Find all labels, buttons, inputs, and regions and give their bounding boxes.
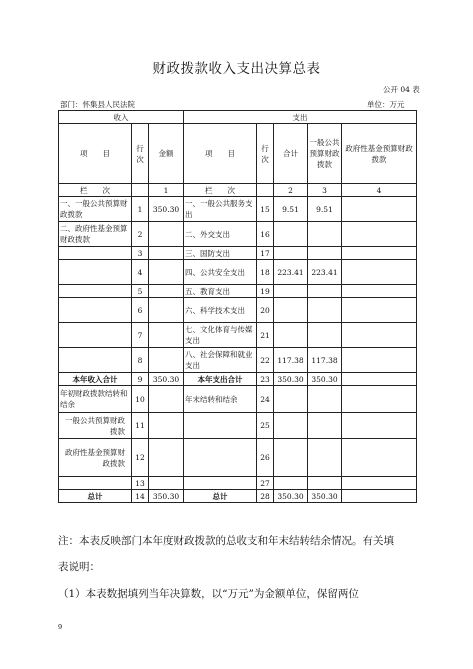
table-row	[59, 323, 417, 348]
expense-gov-fund-cell	[342, 285, 417, 298]
column-index-1: 1	[149, 184, 184, 197]
income-item-cell: 一般公共预算财政拨款	[59, 413, 132, 439]
general-budget-header: 一般公共预算财政拨款	[308, 124, 342, 184]
income-amount-cell	[149, 298, 184, 323]
expense-item-header: 项 目	[184, 124, 257, 184]
income-row-no-cell: 9	[132, 373, 149, 386]
expense-general-budget-cell: 223.41	[308, 260, 342, 285]
income-amount-cell	[149, 439, 184, 477]
income-amount-cell	[149, 386, 184, 413]
income-row-no-cell: 2	[132, 222, 149, 247]
expense-row-no-cell: 23	[257, 373, 274, 386]
expense-row-no-cell: 28	[257, 490, 274, 503]
expense-total-cell	[274, 386, 308, 413]
income-item-cell: 二、政府性基金预算财政拨款	[59, 222, 132, 247]
income-item-cell: 本年收入合计	[59, 373, 132, 386]
department-label: 部门：怀集县人民法院	[60, 100, 135, 109]
expense-gov-fund-cell	[342, 386, 417, 413]
income-row-no-cell: 4	[132, 260, 149, 285]
expense-gov-fund-cell	[342, 439, 417, 477]
expense-total-cell: 117.38	[274, 348, 308, 373]
income-row-no-cell: 13	[132, 477, 149, 490]
expense-gov-fund-cell	[342, 348, 417, 373]
expense-total-cell	[274, 439, 308, 477]
expense-item-cell: 总计	[184, 490, 257, 503]
page-number: 9	[58, 623, 63, 631]
expense-gov-fund-cell	[342, 490, 417, 503]
income-amount-cell	[149, 285, 184, 298]
expense-total-cell: 350.30	[274, 373, 308, 386]
expense-item-cell	[184, 439, 257, 477]
income-amount-cell: 350.30	[149, 373, 184, 386]
expense-general-budget-cell	[308, 222, 342, 247]
expense-item-cell: 本年支出合计	[184, 373, 257, 386]
income-row-no-cell: 5	[132, 285, 149, 298]
income-amount-cell	[149, 323, 184, 348]
table-row	[59, 439, 417, 477]
expense-general-budget-cell	[308, 477, 342, 490]
income-item-cell	[59, 477, 132, 490]
column-index-label-2: 栏 次	[184, 184, 257, 197]
income-amount-cell	[149, 477, 184, 490]
page-title: 财政拨款收入支出决算总表	[152, 61, 321, 77]
expense-general-budget-cell: 350.30	[308, 490, 342, 503]
expense-gov-fund-cell	[342, 197, 417, 222]
income-item-cell: 总计	[59, 490, 132, 503]
expense-gov-fund-cell	[342, 477, 417, 490]
expense-general-budget-cell	[308, 413, 342, 439]
table-row	[59, 477, 417, 490]
income-item-cell	[59, 285, 132, 298]
income-row-no-cell: 7	[132, 323, 149, 348]
table-row	[59, 260, 417, 285]
income-row-no-cell: 14	[132, 490, 149, 503]
income-item-cell	[59, 247, 132, 260]
income-row-no-header: 行次	[132, 124, 149, 184]
expense-row-no-cell: 18	[257, 260, 274, 285]
expense-row-no-cell: 26	[257, 439, 274, 477]
table-row	[59, 386, 417, 413]
expense-total-cell: 350.30	[274, 490, 308, 503]
expense-gov-fund-cell	[342, 413, 417, 439]
table-row	[59, 197, 417, 222]
expense-item-cell: 六、科学技术支出	[184, 298, 257, 323]
expense-general-budget-cell	[308, 439, 342, 477]
income-amount-cell: 350.30	[149, 490, 184, 503]
expense-item-cell	[184, 477, 257, 490]
income-item-cell	[59, 260, 132, 285]
expense-row-no-cell: 25	[257, 413, 274, 439]
expense-total-cell	[274, 222, 308, 247]
expense-row-no-cell: 22	[257, 348, 274, 373]
table-row	[59, 285, 417, 298]
table-row	[59, 348, 417, 373]
note-line-3: （1）本表数据填列当年决算数，以“万元”为金额单位，保留两位	[58, 588, 359, 600]
income-item-cell: 政府性基金预算财政拨款	[59, 439, 132, 477]
expense-general-budget-cell	[308, 323, 342, 348]
income-row-no-cell: 8	[132, 348, 149, 373]
expense-row-no-cell: 24	[257, 386, 274, 413]
expense-item-cell: 五、教育支出	[184, 285, 257, 298]
income-amount-cell	[149, 260, 184, 285]
note-line-2: 表说明：	[58, 561, 100, 573]
year-total-row	[59, 373, 417, 386]
expense-general-budget-cell	[308, 298, 342, 323]
income-item-cell: 一、一般公共预算财政拨款	[59, 197, 132, 222]
expense-gov-fund-cell	[342, 373, 417, 386]
income-item-cell: 年初财政拨款结转和结余	[59, 386, 132, 413]
expense-row-no-cell: 20	[257, 298, 274, 323]
grand-total-row	[59, 490, 417, 503]
table-row	[59, 298, 417, 323]
column-header-row	[59, 124, 417, 184]
column-index-2: 2	[274, 184, 308, 197]
income-row-no-cell: 12	[132, 439, 149, 477]
expense-item-cell: 四、公共安全支出	[184, 260, 257, 285]
expense-total-cell	[274, 285, 308, 298]
income-amount-cell	[149, 413, 184, 439]
expense-total-cell	[274, 298, 308, 323]
column-index-3: 3	[308, 184, 342, 197]
income-item-cell	[59, 348, 132, 373]
form-code: 公开 04 表	[383, 85, 420, 94]
note-line-1: 注：本表反映部门本年度财政拨款的总收支和年末结转结余情况。有关填	[58, 535, 394, 547]
section-header-row	[59, 111, 417, 124]
expense-item-cell	[184, 413, 257, 439]
table-row	[59, 247, 417, 260]
table-row	[59, 222, 417, 247]
expense-total-cell	[274, 477, 308, 490]
income-amount-cell	[149, 247, 184, 260]
expense-row-no-header: 行次	[257, 124, 274, 184]
expense-gov-fund-cell	[342, 222, 417, 247]
income-amount-cell	[149, 222, 184, 247]
expense-item-cell: 二、外交支出	[184, 222, 257, 247]
expense-row-no-cell: 27	[257, 477, 274, 490]
income-amount-cell	[149, 348, 184, 373]
expense-row-no-cell: 16	[257, 222, 274, 247]
expense-item-cell: 三、国防支出	[184, 247, 257, 260]
expense-row-no-cell: 17	[257, 247, 274, 260]
expense-gov-fund-cell	[342, 260, 417, 285]
expense-general-budget-cell	[308, 285, 342, 298]
expense-general-budget-cell	[308, 247, 342, 260]
income-amount-cell: 350.30	[149, 197, 184, 222]
expense-total-cell	[274, 247, 308, 260]
income-item-cell	[59, 323, 132, 348]
column-index-4: 4	[342, 184, 417, 197]
expense-row-no-cell: 15	[257, 197, 274, 222]
income-row-no-cell: 3	[132, 247, 149, 260]
income-amount-header: 金额	[149, 124, 184, 184]
expense-row-no-cell: 21	[257, 323, 274, 348]
income-item-header: 项 目	[59, 124, 132, 184]
expense-section-header: 支出	[184, 111, 417, 124]
expense-total-cell	[274, 323, 308, 348]
budget-summary-table	[58, 110, 417, 503]
expense-row-no-cell: 19	[257, 285, 274, 298]
unit-label: 单位：万元	[367, 100, 405, 109]
column-index-row	[59, 184, 417, 197]
column-index-label: 栏 次	[59, 184, 132, 197]
expense-total-cell: 9.51	[274, 197, 308, 222]
expense-gov-fund-cell	[342, 247, 417, 260]
expense-general-budget-cell: 350.30	[308, 373, 342, 386]
income-row-no-cell: 6	[132, 298, 149, 323]
table-row	[59, 413, 417, 439]
column-index-blank	[132, 184, 149, 197]
income-item-cell	[59, 298, 132, 323]
expense-gov-fund-cell	[342, 323, 417, 348]
income-row-no-cell: 11	[132, 413, 149, 439]
expense-gov-fund-cell	[342, 298, 417, 323]
column-index-blank-2	[257, 184, 274, 197]
expense-total-cell	[274, 413, 308, 439]
income-row-no-cell: 1	[132, 197, 149, 222]
income-row-no-cell: 10	[132, 386, 149, 413]
expense-total-cell: 223.41	[274, 260, 308, 285]
expense-total-header: 合计	[274, 124, 308, 184]
expense-general-budget-cell: 117.38	[308, 348, 342, 373]
expense-item-cell: 七、文化体育与传媒支出	[184, 323, 257, 348]
expense-item-cell: 一、一般公共服务支出	[184, 197, 257, 222]
income-section-header: 收入	[59, 111, 184, 124]
expense-item-cell: 八、社会保障和就业支出	[184, 348, 257, 373]
expense-general-budget-cell: 9.51	[308, 197, 342, 222]
gov-fund-header: 政府性基金预算财政拨款	[342, 124, 417, 184]
expense-item-cell: 年末结转和结余	[184, 386, 257, 413]
expense-general-budget-cell	[308, 386, 342, 413]
